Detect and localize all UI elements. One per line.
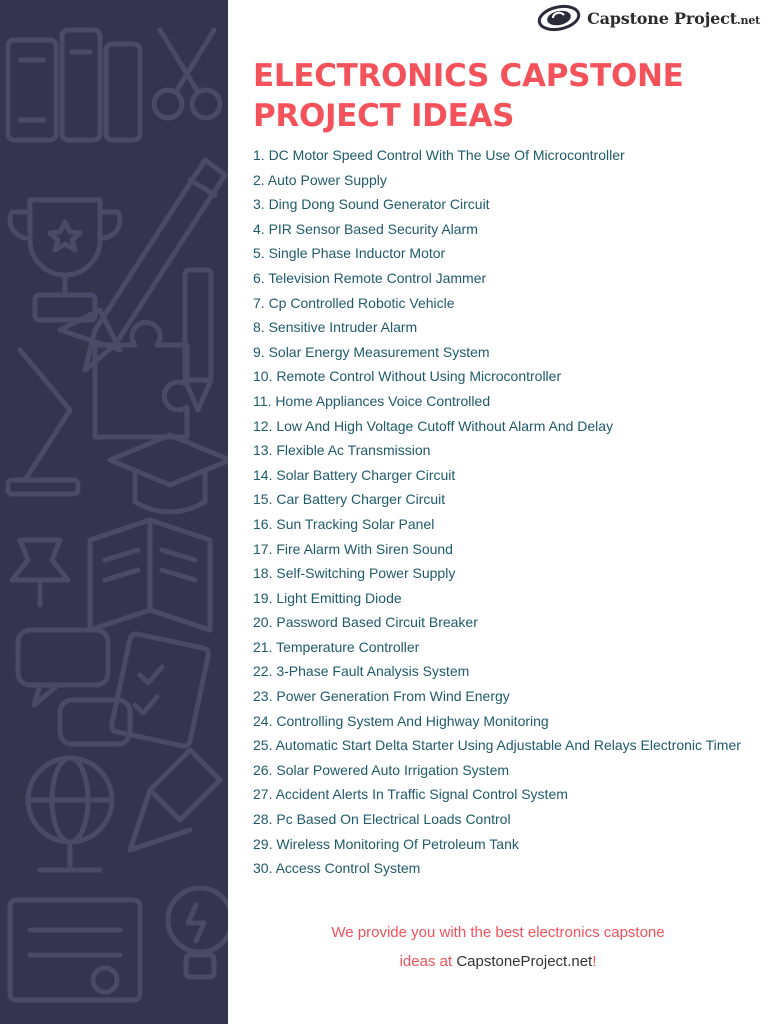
list-item: 29. Wireless Monitoring Of Petroleum Tank <box>253 835 519 852</box>
pencil-vertical-icon <box>185 270 211 410</box>
logo-emblem-icon <box>537 4 581 32</box>
books-icon <box>8 30 140 140</box>
list-item: 4. PIR Sensor Based Security Alarm <box>253 220 478 237</box>
title-line-2: PROJECT IDEAS <box>253 98 515 134</box>
list-item: 26. Solar Powered Auto Irrigation System <box>253 761 510 778</box>
checklist-icon <box>110 633 209 747</box>
list-item: 14. Solar Battery Charger Circuit <box>253 466 456 483</box>
desk-lamp-icon <box>8 310 120 494</box>
list-item: 25. Automatic Start Delta Starter Using Adjustable And Relays Electronic Timer <box>253 737 741 754</box>
list-item: 7. Cp Controlled Robotic Vehicle <box>253 294 455 311</box>
pen-nib-icon <box>130 750 220 850</box>
list-item: 11. Home Appliances Voice Controlled <box>253 392 491 409</box>
list-item: 24. Controlling System And Highway Monitoring <box>253 712 549 729</box>
footer-site-link[interactable]: CapstoneProject.net <box>456 953 593 970</box>
lightbulb-icon <box>168 888 228 977</box>
page-title <box>253 56 753 136</box>
list-item: 15. Car Battery Charger Circuit <box>253 491 446 508</box>
list-item: 23. Power Generation From Wind Energy <box>253 688 510 705</box>
footer-line-1: We provide you with the best electronics capstone <box>331 924 665 941</box>
list-item: 28. Pc Based On Electrical Loads Control <box>253 811 511 828</box>
list-item: 3. Ding Dong Sound Generator Circuit <box>253 196 490 213</box>
list-item: 6. Television Remote Control Jammer <box>253 269 487 286</box>
pencil-icon <box>85 160 225 370</box>
list-item: 8. Sensitive Intruder Alarm <box>253 319 418 336</box>
capstone-project-logo[interactable] <box>537 4 760 32</box>
list-item: 5. Single Phase Inductor Motor <box>253 245 446 262</box>
certificate-icon <box>10 900 140 1000</box>
pushpin-icon <box>12 540 68 605</box>
list-item: 19. Light Emitting Diode <box>253 589 402 606</box>
trophy-icon <box>10 200 120 320</box>
list-item: 22. 3-Phase Fault Analysis System <box>253 663 470 680</box>
list-item: 27. Accident Alerts In Traffic Signal Control System <box>253 786 568 803</box>
list-item: 10. Remote Control Without Using Microcontroller <box>253 368 562 385</box>
list-item: 21. Temperature Controller <box>253 638 420 655</box>
graduation-cap-icon <box>110 435 228 512</box>
list-item: 2. Auto Power Supply <box>253 171 387 188</box>
list-item: 9. Solar Energy Measurement System <box>253 343 490 360</box>
list-item: 1. DC Motor Speed Control With The Use Of Microcontroller <box>253 147 625 163</box>
list-item: 17. Fire Alarm With Siren Sound <box>253 540 453 557</box>
footer-note <box>268 918 728 976</box>
open-book-icon <box>90 520 210 630</box>
title-line-1: ELECTRONICS CAPSTONE <box>253 58 684 94</box>
list-item: 13. Flexible Ac Transmission <box>253 442 431 459</box>
list-item: 30. Access Control System <box>253 860 421 877</box>
globe-icon <box>28 758 112 870</box>
list-item: 18. Self-Switching Power Supply <box>253 565 456 582</box>
puzzle-icon <box>95 322 187 437</box>
list-item: 20. Password Based Circuit Breaker <box>253 614 478 631</box>
footer-line-2: ideas at CapstoneProject.net! <box>399 953 597 970</box>
list-item: 12. Low And High Voltage Cutoff Without Alarm And Delay <box>253 417 614 434</box>
list-item: 16. Sun Tracking Solar Panel <box>253 515 435 532</box>
decorative-sidebar <box>0 0 228 1024</box>
logo-wordmark: Capstone Project.net <box>587 8 760 28</box>
project-ideas-list <box>253 143 743 881</box>
scissors-icon <box>154 30 220 118</box>
